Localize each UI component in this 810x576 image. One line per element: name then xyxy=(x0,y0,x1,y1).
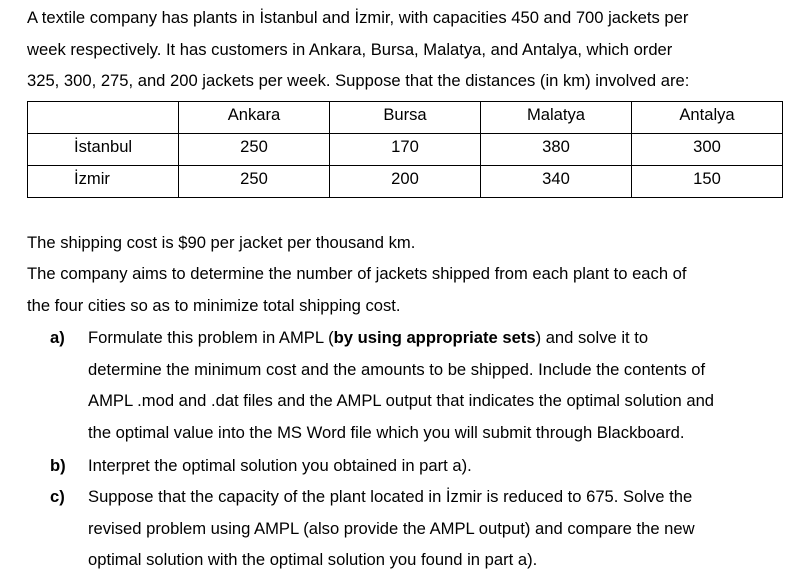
table-cell: 250 xyxy=(179,134,330,166)
column-header: Antalya xyxy=(632,102,783,134)
item-line: the optimal value into the MS Word file which you will submit through Blackboard. xyxy=(88,422,685,442)
intro-line: A textile company has plants in İstanbul and İzmir, with capacities 450 and 700 jackets per xyxy=(27,8,689,27)
column-header: Malatya xyxy=(481,102,632,134)
item-label: b) xyxy=(50,456,66,475)
item-line: AMPL .mod and .dat files and the AMPL output that indicates the optimal solution and xyxy=(88,391,715,410)
table-cell: 380 xyxy=(481,134,632,166)
item-label: c) xyxy=(50,487,65,506)
corner-cell xyxy=(28,102,179,134)
item-text xyxy=(88,450,472,482)
intro-paragraph xyxy=(27,2,689,97)
table-cell: 340 xyxy=(481,166,632,198)
table-cell: 150 xyxy=(632,166,783,198)
distance-table xyxy=(27,101,783,198)
item-line: Suppose that the capacity of the plant located in İzmir is reduced to 675. Solve the xyxy=(88,487,693,506)
table-cell: 170 xyxy=(330,134,481,166)
item-label: a) xyxy=(50,328,65,347)
item-text-segment: ) and solve it to xyxy=(535,328,649,347)
aim-line: the four cities so as to minimize total shipping cost. xyxy=(27,295,401,315)
item-line xyxy=(88,322,714,354)
cost-sentence: The shipping cost is $90 per jacket per thousand km. xyxy=(27,233,416,252)
table-row xyxy=(28,134,783,166)
intro-line: week respectively. It has customers in Ankara, Bursa, Malatya, and Antalya, which order xyxy=(27,39,673,59)
table-row xyxy=(28,166,783,198)
row-header: İzmir xyxy=(28,166,179,198)
item-line: determine the minimum cost and the amounts to be shipped. Include the contents of xyxy=(88,359,706,379)
table-cell: 200 xyxy=(330,166,481,198)
item-text xyxy=(88,322,714,448)
item-text xyxy=(88,481,695,576)
item-line: revised problem using AMPL (also provide the AMPL output) and compare the new xyxy=(88,518,695,538)
row-header: İstanbul xyxy=(28,134,179,166)
aim-paragraph xyxy=(27,258,687,321)
item-line: Interpret the optimal solution you obtained in part a). xyxy=(88,456,472,475)
intro-line: 325, 300, 275, and 200 jackets per week. Suppose that the distances (in km) involved are: xyxy=(27,71,690,90)
table-cell: 300 xyxy=(632,134,783,166)
table-cell: 250 xyxy=(179,166,330,198)
item-text-segment: Formulate this problem in AMPL ( xyxy=(88,328,334,347)
item-bold-phrase: by using appropriate sets xyxy=(333,328,536,347)
item-line: optimal solution with the optimal solution you found in part a). xyxy=(88,550,538,569)
column-header: Ankara xyxy=(179,102,330,134)
table-header-row xyxy=(28,102,783,134)
aim-line: The company aims to determine the number of jackets shipped from each plant to each of xyxy=(27,264,687,283)
column-header: Bursa xyxy=(330,102,481,134)
